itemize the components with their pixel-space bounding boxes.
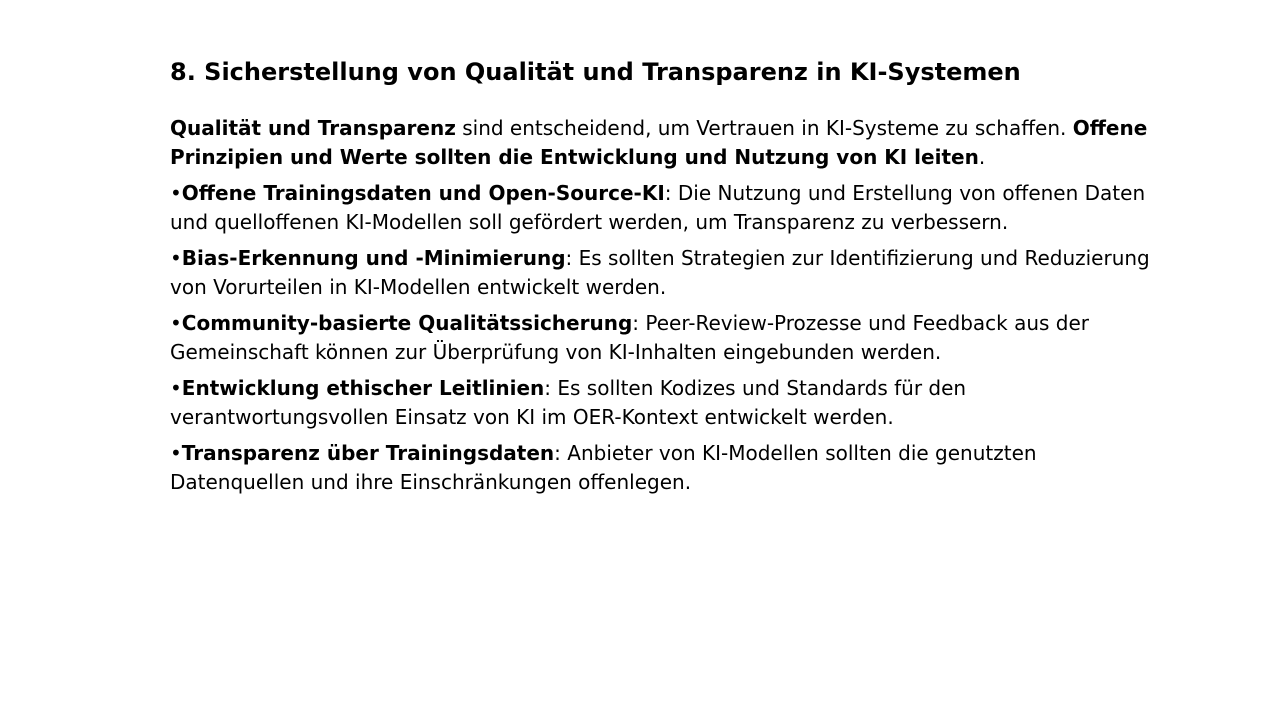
bullet-heading: Offene Trainingsdaten und Open-Source-KI: [181, 181, 665, 205]
bullet-text: : Peer-Review-Prozesse und Feedback aus der Gemeinschaft können zur Überprüfung von KI-Inhalten eingebunden werden.: [170, 311, 1090, 364]
bullet-marker: •: [170, 246, 182, 270]
bullet-item-ethics: [170, 374, 1150, 432]
bullet-item-transparency: [170, 439, 1150, 497]
bullet-item-community: [170, 309, 1150, 367]
bullet-text: : Es sollten Kodizes und Standards für den verantwortungsvollen Einsatz von KI im OER-Kontext entwickelt werden.: [170, 376, 967, 429]
intro-end-text: .: [978, 145, 986, 169]
bullet-list: [170, 179, 1150, 497]
intro-lead-bold: Qualität und Transparenz: [170, 116, 456, 140]
bullet-heading: Entwicklung ethischer Leitlinien: [181, 376, 545, 400]
bullet-text: : Es sollten Strategien zur Identifizierung und Reduzierung von Vorurteilen in KI-Modellen entwickelt werden.: [170, 246, 1150, 299]
bullet-heading: Transparenz über Trainingsdaten: [181, 441, 555, 465]
bullet-item-bias: [170, 244, 1150, 302]
bullet-marker: •: [170, 181, 182, 205]
bullet-marker: •: [170, 441, 182, 465]
bullet-text: : Die Nutzung und Erstellung von offenen Daten und quelloffenen KI-Modellen soll gefördert werden, um Transparenz zu verbessern.: [170, 181, 1146, 234]
intro-tail-bold: Offene Prinzipien und Werte sollten die Entwicklung und Nutzung von KI leiten: [170, 116, 1148, 169]
slide-content: [170, 55, 1150, 504]
bullet-marker: •: [170, 376, 182, 400]
bullet-heading: Community-basierte Qualitätssicherung: [181, 311, 633, 335]
bullet-text: : Anbieter von KI-Modellen sollten die genutzten Datenquellen und ihre Einschränkungen offenlegen.: [170, 441, 1037, 494]
slide-title: 8. Sicherstellung von Qualität und Transparenz in KI-Systemen: [170, 58, 1021, 86]
bullet-item-open-data: [170, 179, 1150, 237]
bullet-heading: Bias-Erkennung und -Minimierung: [181, 246, 566, 270]
intro-paragraph: [170, 114, 1150, 172]
bullet-marker: •: [170, 311, 182, 335]
intro-middle-text: sind entscheidend, um Vertrauen in KI-Systeme zu schaffen.: [455, 116, 1073, 140]
